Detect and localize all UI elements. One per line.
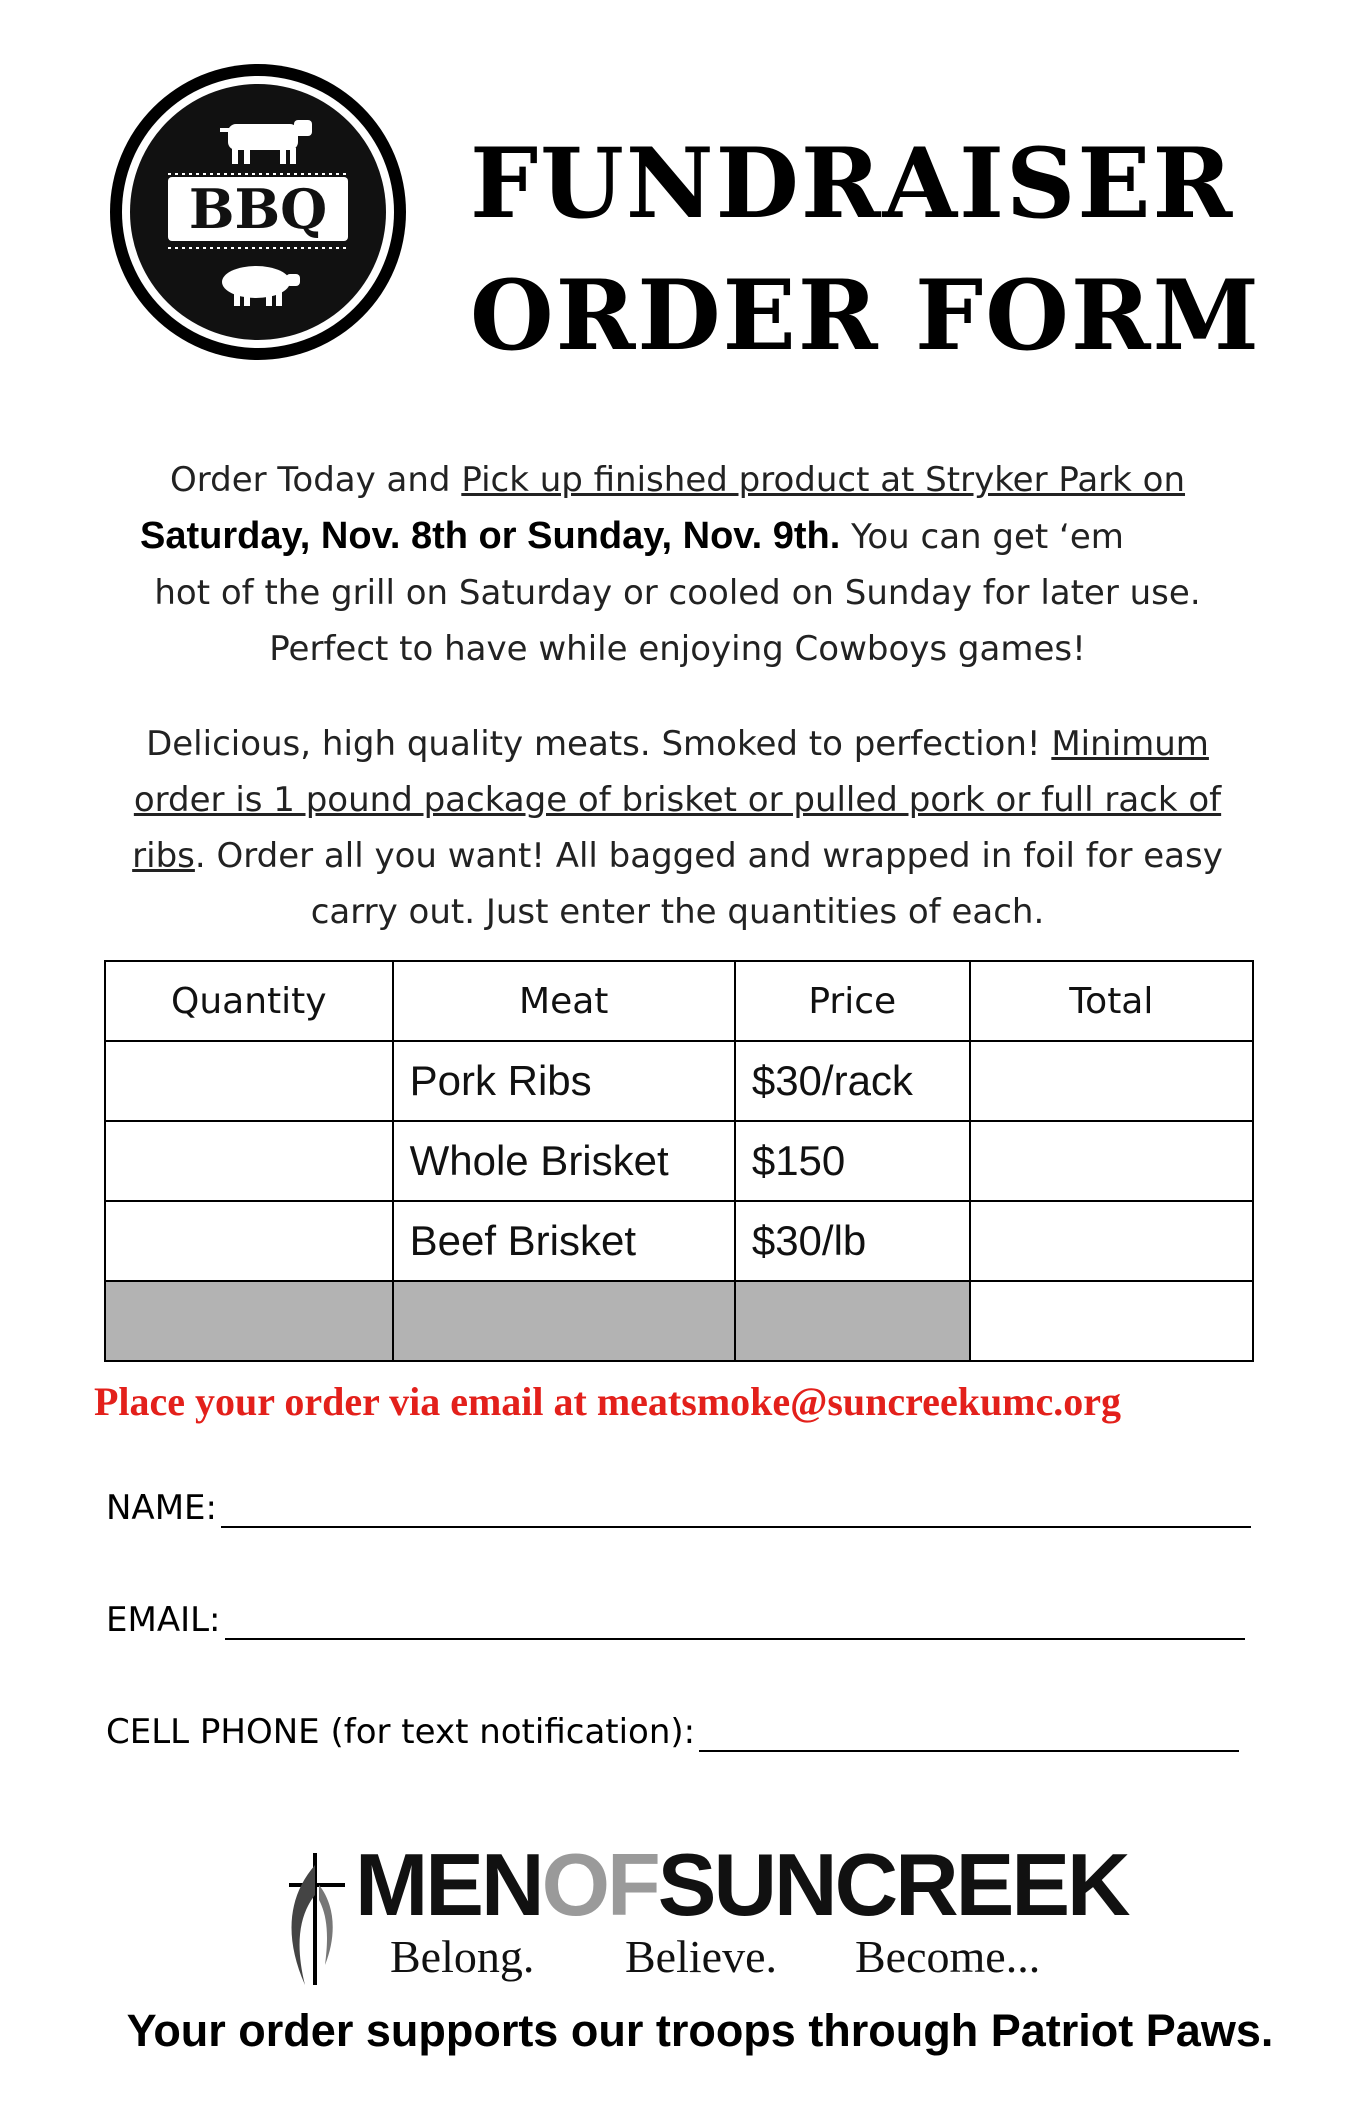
col-header-quantity: Quantity [105, 961, 393, 1041]
intro-paragraph-2 [0, 716, 1355, 940]
logo-text: BBQ [188, 177, 328, 241]
tagline-believe: Believe. [625, 1931, 777, 1982]
grand-total-row [105, 1281, 1253, 1361]
intro-text: . Order all you want! All bagged and wrapped in foil for easy [194, 836, 1223, 876]
price-cell: $150 [735, 1121, 970, 1201]
cross-flame-icon [275, 1845, 355, 1995]
men-of-suncreek-logo [275, 1835, 1128, 1985]
minimum-order-text: Minimum [1051, 724, 1209, 764]
total-cell[interactable] [970, 1121, 1253, 1201]
phone-label: CELL PHONE (for text notification): [106, 1712, 696, 1752]
brand-suncreek: SUNCREEK [657, 1835, 1128, 1934]
title-line-1: FUNDRAISER [470, 127, 1235, 240]
email-instruction: Place your order via email at meatsmoke@suncreekumc.org [94, 1379, 1122, 1424]
intro-text: Perfect to have while enjoying Cowboys games! [269, 629, 1086, 669]
brand-name [355, 1835, 1128, 1935]
pickup-location: Pick up finished product at Stryker Park on [461, 460, 1186, 500]
intro-text: Delicious, high quality meats. Smoked to perfection! [146, 724, 1052, 764]
intro-paragraph-1 [0, 452, 1355, 677]
quantity-cell[interactable] [105, 1201, 393, 1281]
brand-men: MEN [355, 1835, 542, 1934]
col-header-meat: Meat [393, 961, 735, 1041]
name-line[interactable] [221, 1492, 1251, 1528]
intro-text: hot of the grill on Saturday or cooled on Sunday for later use. [154, 573, 1201, 613]
footer-text: Your order supports our troops through Patriot Paws. [126, 2005, 1274, 2056]
table-row [105, 1121, 1253, 1201]
gray-cell [105, 1281, 393, 1361]
price-cell: $30/rack [735, 1041, 970, 1121]
table-header-row [105, 961, 1253, 1041]
minimum-order-text: order is 1 pound package of brisket or pulled pork or full rack of [133, 780, 1222, 820]
brand-of: OF [541, 1835, 658, 1934]
col-header-price: Price [735, 961, 970, 1041]
email-label: EMAIL: [106, 1600, 221, 1640]
pickup-dates: Saturday, Nov. 8th or Sunday, Nov. 9th. [140, 515, 841, 557]
meat-cell: Beef Brisket [393, 1201, 735, 1281]
gray-cell [735, 1281, 970, 1361]
phone-line[interactable] [699, 1716, 1239, 1752]
quantity-cell[interactable] [105, 1121, 393, 1201]
table-row [105, 1041, 1253, 1121]
intro-text: Order Today and [169, 460, 462, 500]
intro-text: carry out. Just enter the quantities of each. [310, 892, 1045, 932]
quantity-cell[interactable] [105, 1041, 393, 1121]
total-cell[interactable] [970, 1041, 1253, 1121]
grand-total-cell[interactable] [970, 1281, 1253, 1361]
tagline-become: Become... [855, 1931, 1041, 1982]
title-line-2: ORDER FORM [470, 259, 1261, 372]
name-label: NAME: [106, 1488, 217, 1528]
order-table [104, 960, 1254, 1362]
bbq-badge-icon [108, 62, 408, 362]
email-field[interactable] [106, 1600, 1245, 1640]
tagline-belong: Belong. [390, 1931, 535, 1982]
page-title [470, 118, 1261, 382]
minimum-order-text: ribs [132, 836, 195, 876]
intro-text: You can get ‘em [840, 517, 1124, 557]
email-line[interactable] [225, 1604, 1245, 1640]
price-cell: $30/lb [735, 1201, 970, 1281]
name-field[interactable] [106, 1488, 1251, 1528]
bbq-logo [108, 62, 408, 362]
gray-cell [393, 1281, 735, 1361]
meat-cell: Pork Ribs [393, 1041, 735, 1121]
table-row [105, 1201, 1253, 1281]
meat-cell: Whole Brisket [393, 1121, 735, 1201]
col-header-total: Total [970, 961, 1253, 1041]
total-cell[interactable] [970, 1201, 1253, 1281]
phone-field[interactable] [106, 1712, 1239, 1752]
